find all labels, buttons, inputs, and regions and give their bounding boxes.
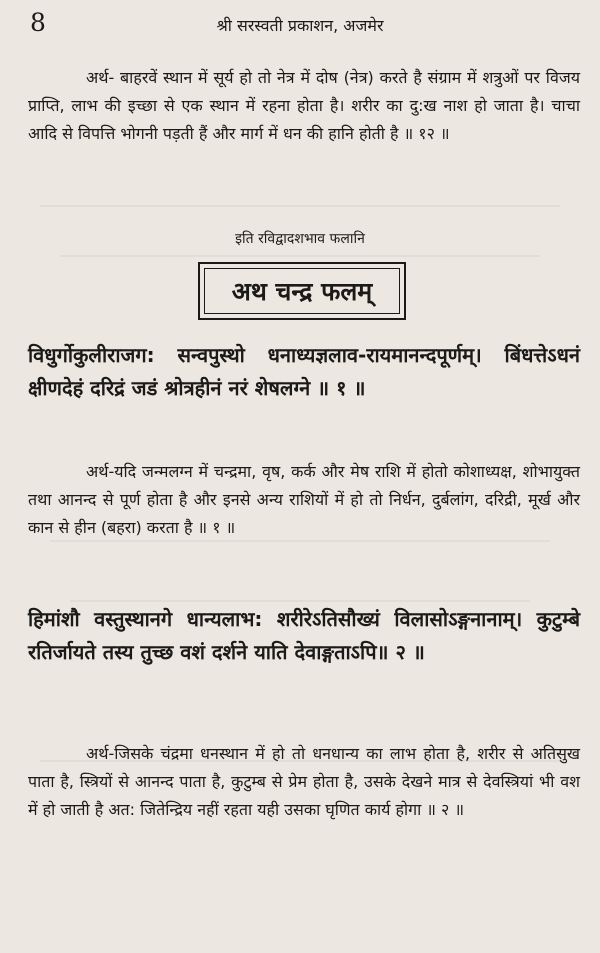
- meaning-text: अर्थ-जिसके चंद्रमा धनस्थान में हो तो धनधान्य का लाभ होता है, शरीर से अतिसुख पाता है, स्त्रियों से आनन्द पाता है, कुटुम्ब से प्रेम होता है, उसके देखने मात्र से देवस्त्रियां भी वश में हो जाती है अत: जितेन्द्रिय नहीं रहता यही उसका घृणित कार्य होगा ॥ २ ॥: [28, 744, 580, 819]
- meaning-paragraph-1: [28, 458, 580, 542]
- sanskrit-verse-1: विधुर्गोकुलीराजग: सन्वपुस्थो धनाध्यज्ञलाव-रायमानन्दपूर्णम्। बिंधत्तेऽधनं क्षीणदेहं दरिद्रं जडं श्रोत्रहीनं नरं शेषलग्ने ॥ १ ॥: [28, 343, 580, 400]
- meaning-text: अर्थ- बाहरवें स्थान में सूर्य हो तो नेत्र में दोष (नेत्र) करते है संग्राम में शत्रुओं पर विजय प्राप्ति, लाभ की इच्छा से एक स्थान में रहना होता है। शरीर का दु:ख नाश हो जाता है। चाचा आदि से विपत्ति भोगनी पड़ती हैं और मार्ग में धन की हानि होती है ॥ १२ ॥: [28, 68, 580, 143]
- sanskrit-verse-2: हिमांशौ वस्तुस्थानगे धान्यलाभ: शरीरेऽतिसौख्यं विलासोऽङ्गनानाम्। कुटुम्बे रतिर्जायते तस्य तुच्छ वशं दर्शने याति देवाङ्गताऽपि॥ २ ॥: [28, 607, 580, 664]
- running-title: श्री सरस्वती प्रकाशन, अजमेर: [216, 16, 384, 35]
- page-number: 8: [30, 8, 46, 37]
- meaning-text: अर्थ-यदि जन्मलग्न में चन्द्रमा, वृष, कर्क और मेष राशि में होतो कोशाध्यक्ष, शोभायुक्त तथा आनन्द से पूर्ण होता है और इनसे अन्य राशियों में हो तो निर्धन, दुर्बलांग, दरिद्री, मूर्ख और कान से हीन (बहरा) करता है ॥ १ ॥: [28, 462, 580, 537]
- section-title: अथ चन्द्र फलम्: [231, 277, 373, 306]
- meaning-paragraph-2: [28, 740, 580, 824]
- section-title-box: [198, 262, 406, 320]
- meaning-paragraph-12: [28, 64, 580, 148]
- chapter-colophon: इति रविद्वादशभाव फलानि: [235, 231, 365, 247]
- page-header: [0, 8, 600, 48]
